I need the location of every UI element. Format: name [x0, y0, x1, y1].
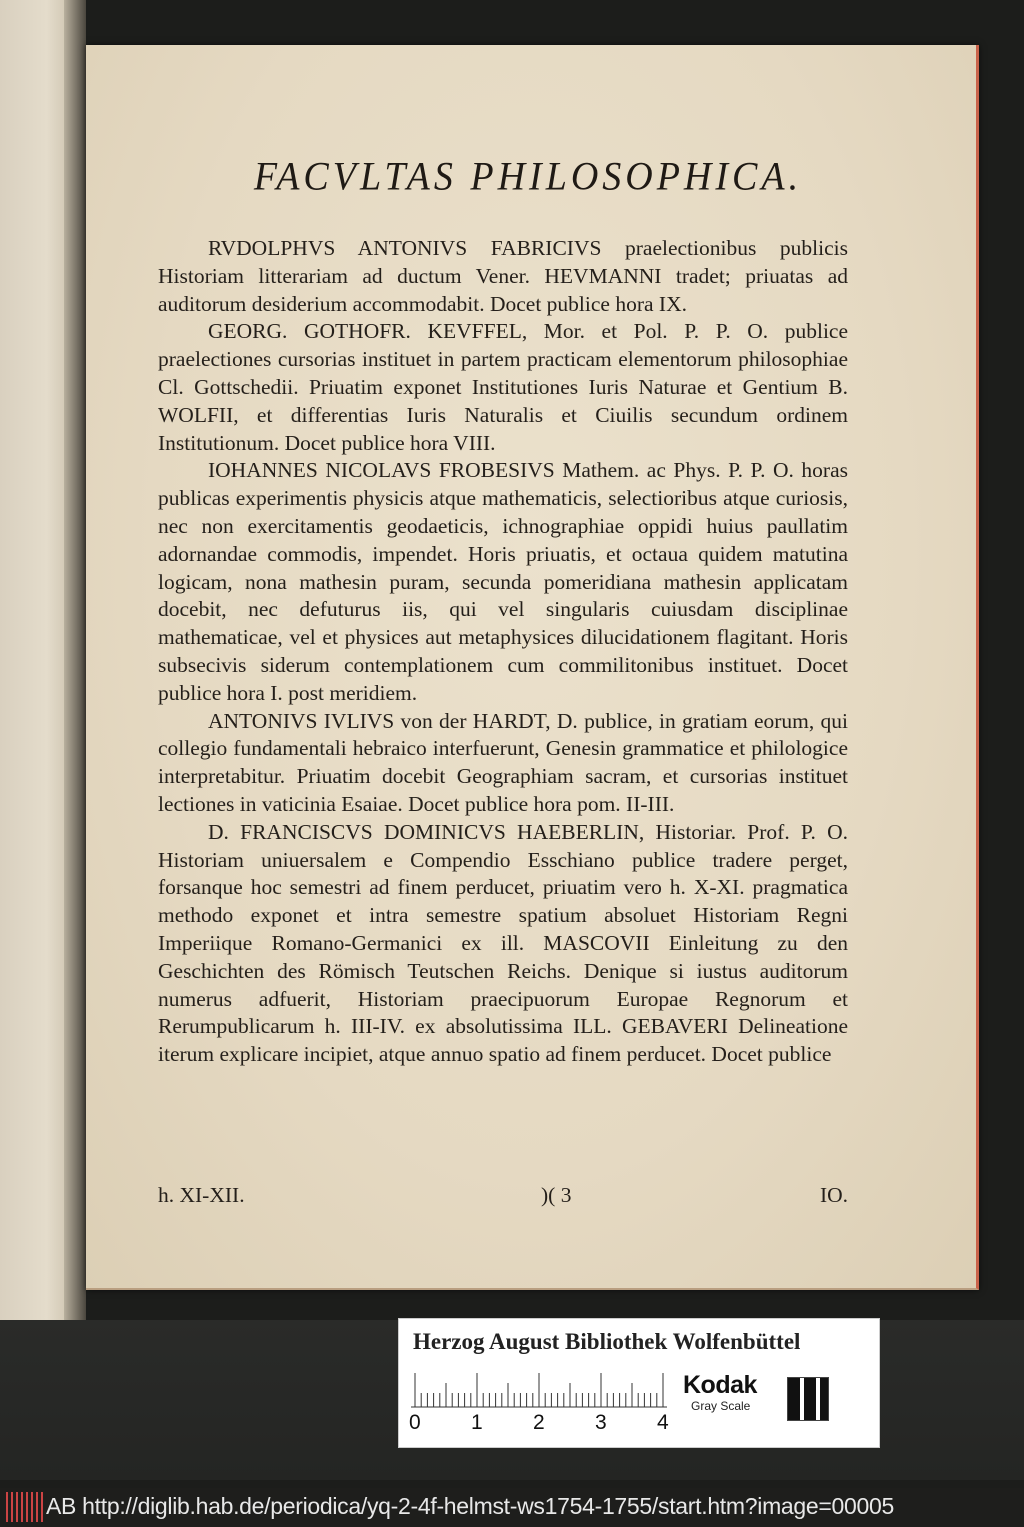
barcode-icon: [6, 1492, 46, 1522]
ruler-labels: [409, 1411, 679, 1437]
scanned-page: [86, 45, 979, 1290]
brand-subtitle: Gray Scale: [691, 1399, 751, 1413]
paragraph-hardt: ANTONIVS IVLIVS von der HARDT, D. publice, in gratiam eorum, qui collegio fundamentali hebraico interfuerunt, Genesin grammatice et philologice interpretabitur. Priuatim docebit Geographiam sacram, et cursorias instituet lectiones in vaticinia Esaiae. Docet publice hora pom. II-III.: [158, 708, 848, 816]
source-url: AB http://diglib.hab.de/periodica/yq-2-4f-helmst-ws1754-1755/start.htm?image=00005: [46, 1493, 894, 1519]
paragraph-fabricius: RVDOLPHVS ANTONIVS FABRICIVS praelectionibus publicis Historiam litterariam ad ductum Vener. HEVMANNI tradet; priuatas ad auditorum desiderium accommodabit. Docet publice hora IX.: [158, 236, 848, 316]
signature-mark: )( 3: [541, 1183, 572, 1207]
ruler-label: 3: [595, 1411, 607, 1434]
ruler-label: 4: [657, 1411, 669, 1434]
paragraph-haeberlin: D. FRANCISCVS DOMINICVS HAEBERLIN, Historiar. Prof. P. O. Historiam uniuersalem e Compendio Esschiano publice tradere perget, forsanque hoc semestri ad finem perducet, priuatim vero h. X-XI. pragmatica methodo exponet et intra semestre spatium absoluet Historiam Regni Imperiique Romano-Germanici ex ill. MASCOVII Einleitung zu den Geschichten des Römisch Teutschen Reichs. Denique si iustus auditorum numerus adfuerit, Historiam praecipuorum Europae Regnorum et Rerumpublicarum h. III-IV. ex absolutissima ILL. GEBAVERI Delineatione iterum explicare incipiet, atque annuo spatio ad finem perducet. Docet publice: [158, 819, 848, 1067]
page-footer: [158, 1183, 848, 1211]
body-text: [158, 235, 848, 1069]
brand-logo: Kodak: [683, 1371, 757, 1399]
library-name: Herzog August Bibliothek Wolfenbüttel: [413, 1329, 801, 1354]
page-heading: FACVLTAS PHILOSOPHICA.: [253, 154, 803, 200]
ruler-icon: [411, 1369, 667, 1409]
color-scale-card: [398, 1318, 880, 1448]
gray-patch-icon: [787, 1377, 829, 1421]
paragraph-keuffel: GEORG. GOTHOFR. KEVFFEL, Mor. et Pol. P. P. O. publice praelectiones cursorias instituet in partem practicam elementorum philosophiae Cl. Gottschedii. Priuatim exponet Institutiones Iuris Naturae et Gentium B. WOLFII, et differentias Iuris Naturalis et Ciuilis secundum ordinem Institutionum. Docet publice hora VIII.: [158, 319, 848, 455]
ruler-label: 0: [409, 1411, 421, 1434]
paragraph-frobesius: IOHANNES NICOLAVS FROBESIVS Mathem. ac Phys. P. P. O. horas publicas experimentis physicis atque mathematicis, selectioribus atque curiosis, nec non exercitamentis geodaeticis, ichnographiae oppidi huius paullatim adornandae commodis, impendet. Horis priuatis, et octaua quidem matutina logicam, nona mathesin puram, secunda pomeridiana mathesin applicatam docebit, nec defuturus iis, qui vel singularis cuiusdam disciplinae mathematicae, vel et physices aut metaphysices dilucidationem flagitant. Horis subsecivis siderum contemplationem cum commilitonibus instituet. Docet publice hora I. post meridiem.: [158, 458, 848, 705]
ruler-label: 1: [471, 1411, 483, 1434]
ruler-label: 2: [533, 1411, 545, 1434]
footer-hours: h. XI-XII.: [158, 1183, 245, 1207]
catchword: IO.: [819, 1183, 848, 1207]
page-gutter: [64, 0, 86, 1350]
source-url-bar: [0, 1488, 1024, 1527]
